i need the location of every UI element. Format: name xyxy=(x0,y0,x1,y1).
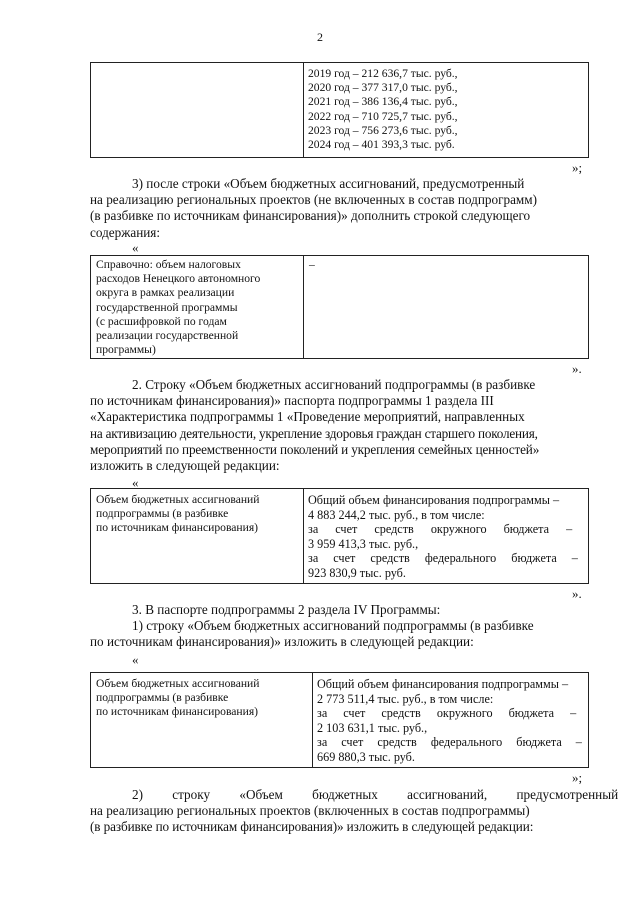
page-number: 2 xyxy=(317,30,323,44)
row-value: Общий объем финансирования подпрограммы – 2 773 511,4 тыс. руб., в том числе: за счет средств окружного бюджета – 2 103 631,1 тыс. руб., за счет средств федерального бюджета – 669 880,3 тыс. руб. xyxy=(317,677,582,764)
row-label: Объем бюджетных ассигнований подпрограммы (в разбивке по источникам финансирования) xyxy=(96,677,260,719)
text-line: «Характеристика подпрограммы 1 «Проведение мероприятий, направленных xyxy=(90,409,525,425)
table-yearly-funding xyxy=(90,62,589,158)
text-line: 3) после строки «Объем бюджетных ассигнований, предусмотренный xyxy=(132,176,525,191)
text-line: на реализацию региональных проектов (не включенных в состав подпрограмм) xyxy=(90,192,538,208)
table-subprogram-1-funding xyxy=(90,488,589,584)
year-line: 2024 год – 401 393,3 тыс. руб. xyxy=(308,138,455,152)
opening-quote: « xyxy=(132,652,139,667)
text-line: 2) строку «Объем бюджетных ассигнований, предусмотренный xyxy=(132,787,619,802)
closing-quote: »; xyxy=(572,770,583,785)
year-line: 2022 год – 710 725,7 тыс. руб., xyxy=(308,109,458,123)
text-line: на активизацию деятельности, укрепление здоровья граждан старшего поколения, xyxy=(90,425,538,441)
table-tax-expenditures xyxy=(90,255,589,359)
opening-quote: « xyxy=(132,475,139,490)
closing-quote: »; xyxy=(572,160,583,175)
paragraph-subprogram-1 xyxy=(90,377,590,474)
closing-quote: ». xyxy=(572,586,582,601)
text-line: 2. Строку «Объем бюджетных ассигнований подпрограммы (в разбивке xyxy=(132,377,536,392)
row-value: – xyxy=(309,258,315,271)
opening-quote: « xyxy=(132,240,139,255)
text-line: содержания: xyxy=(90,224,161,240)
year-line: 2019 год – 212 636,7 тыс. руб., xyxy=(308,67,458,80)
text-line: изложить в следующей редакции: xyxy=(90,458,280,474)
row-label: Справочно: объем налоговых расходов Ненецкого автономного округа в рамках реализации государственной программы (с расшифровкой по годам реализации государственной программы) xyxy=(96,258,261,357)
text-line: по источникам финансирования)» паспорта подпрограммы 1 раздела III xyxy=(90,393,494,409)
text-line: 1) строку «Объем бюджетных ассигнований подпрограммы (в разбивке xyxy=(132,618,534,634)
text-line: мероприятий по преемственности поколений и укрепления семейных ценностей» xyxy=(90,441,540,457)
closing-quote: ». xyxy=(572,361,582,376)
text-line: (в разбивке по источникам финансирования)» изложить в следующей редакции: xyxy=(90,819,534,835)
paragraph-add-row xyxy=(90,176,590,241)
text-line: на реализацию региональных проектов (включенных в состав подпрограммы) xyxy=(90,803,530,819)
text-line: по источникам финансирования)» изложить в следующей редакции: xyxy=(90,634,474,650)
year-line: 2021 год – 386 136,4 тыс. руб., xyxy=(308,95,458,109)
yearly-amounts xyxy=(308,67,458,152)
paragraph-subprogram-2 xyxy=(90,602,590,651)
year-line: 2020 год – 377 317,0 тыс. руб., xyxy=(308,81,458,95)
row-label: Объем бюджетных ассигнований подпрограммы (в разбивке по источникам финансирования) xyxy=(96,493,260,535)
text-line: (в разбивке по источникам финансирования)» дополнить строкой следующего xyxy=(90,208,531,224)
paragraph-regional-projects xyxy=(90,787,619,836)
table-subprogram-2-funding xyxy=(90,672,589,768)
text-line: 3. В паспорте подпрограммы 2 раздела IV Программы: xyxy=(132,602,441,617)
year-line: 2023 год – 756 273,6 тыс. руб., xyxy=(308,123,458,137)
row-value: Общий объем финансирования подпрограммы – 4 883 244,2 тыс. руб., в том числе: за счет средств окружного бюджета – 3 959 413,3 тыс. руб., за счет средств федерального бюджета – 923 830,9 тыс. руб. xyxy=(308,493,578,580)
